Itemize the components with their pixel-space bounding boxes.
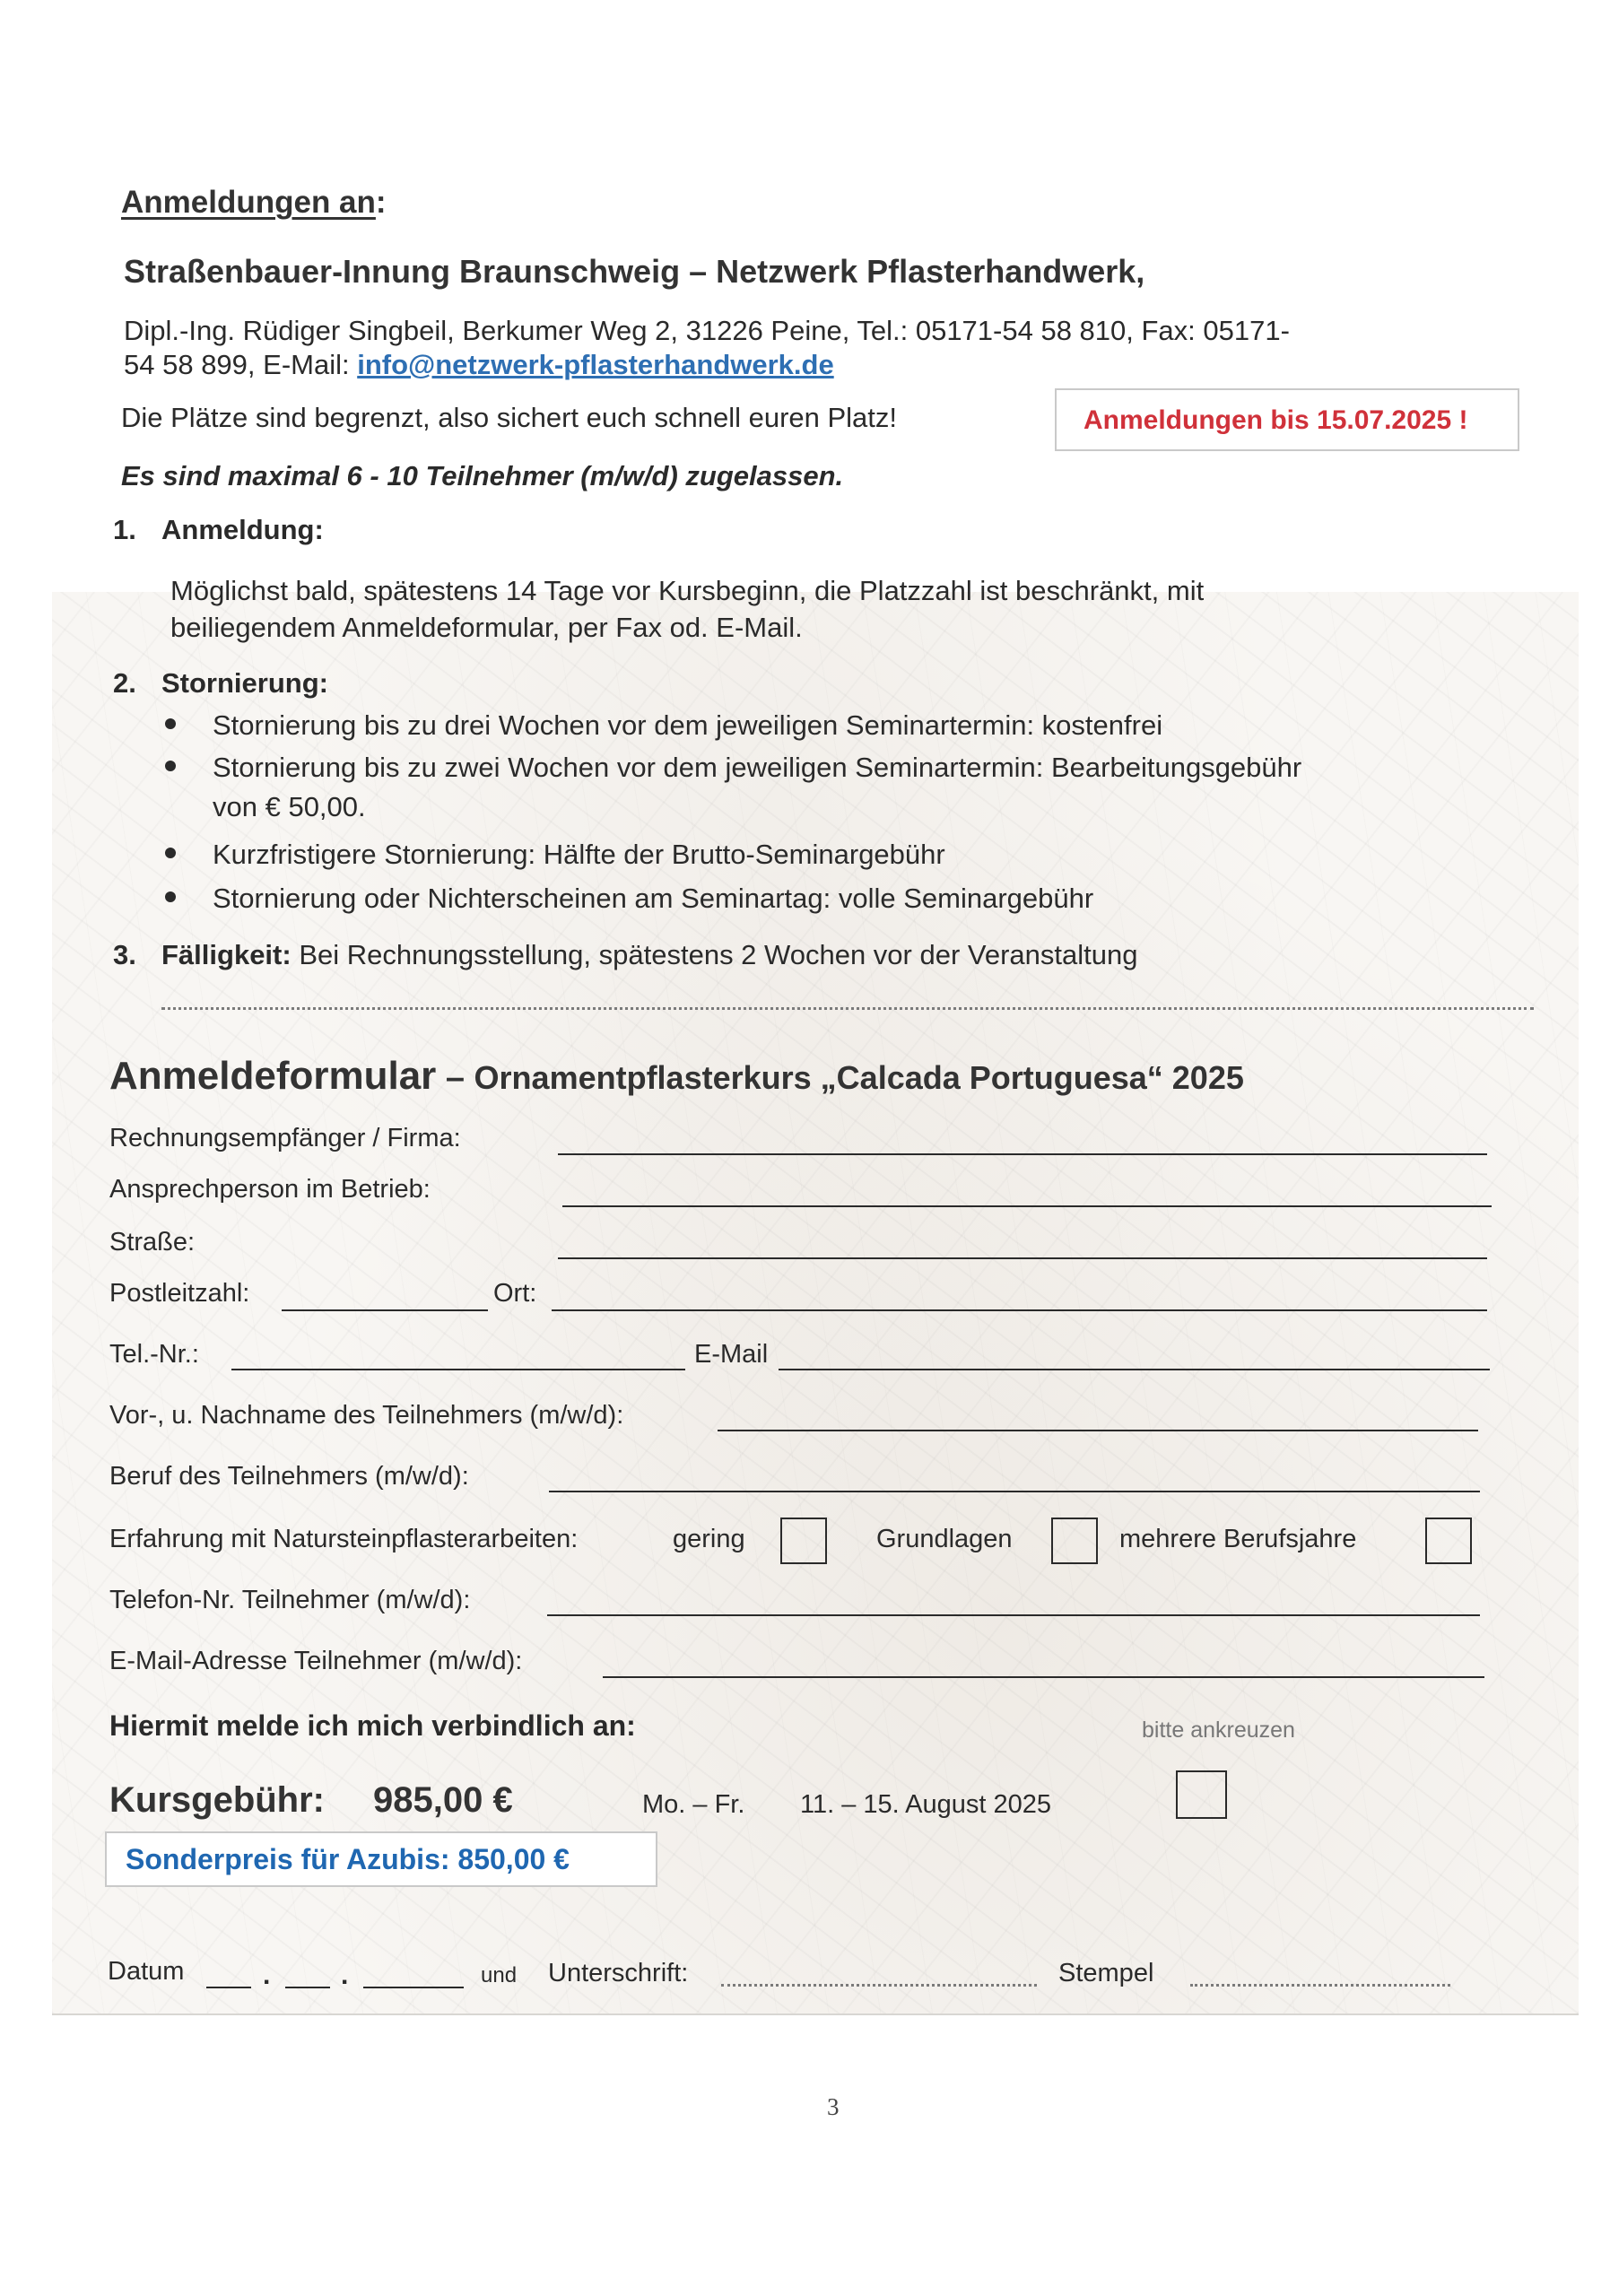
street-field[interactable] bbox=[558, 1257, 1487, 1259]
stamp-label: Stempel bbox=[1058, 1959, 1154, 1987]
participant-phone-label: Telefon-Nr. Teilnehmer (m/w/d): bbox=[109, 1586, 471, 1614]
section-2-number: 2. bbox=[113, 667, 136, 699]
email-link[interactable]: info@netzwerk-pflasterhandwerk.de bbox=[357, 349, 834, 380]
organization-name: Straßenbauer-Innung Braunschweig – Netzwerk Pflasterhandwerk, bbox=[124, 253, 1145, 290]
cancellation-item-1: Stornierung bis zu drei Wochen vor dem jeweiligen Seminartermin: kostenfrei bbox=[213, 709, 1163, 741]
city-label: Ort: bbox=[493, 1279, 537, 1308]
section-1-number: 1. bbox=[113, 514, 136, 545]
experience-basic-checkbox[interactable] bbox=[1051, 1518, 1098, 1564]
occupation-field[interactable] bbox=[549, 1491, 1480, 1492]
tel-label: Tel.-Nr.: bbox=[109, 1340, 199, 1369]
apprentice-price: Sonderpreis für Azubis: 850,00 € bbox=[126, 1843, 570, 1875]
date-separator: . bbox=[263, 1961, 271, 1990]
street-label: Straße: bbox=[109, 1228, 196, 1257]
separator-dotted bbox=[161, 1007, 1534, 1010]
section-2-title: Stornierung: bbox=[161, 667, 328, 699]
zip-field[interactable] bbox=[282, 1309, 488, 1311]
zip-label: Postleitzahl: bbox=[109, 1279, 250, 1308]
experience-label: Erfahrung mit Natursteinpflasterarbeiten: bbox=[109, 1525, 579, 1553]
email-label: E-Mail bbox=[694, 1340, 769, 1369]
contact-line-1: Dipl.-Ing. Rüdiger Singbeil, Berkumer Weg 2, 31226 Peine, Tel.: 05171-54 58 810, Fax: 05171- bbox=[124, 315, 1290, 346]
section-3-text: Bei Rechnungsstellung, spätestens 2 Wochen vor der Veranstaltung bbox=[291, 939, 1138, 970]
recipient-field[interactable] bbox=[558, 1153, 1487, 1155]
form-title-dash: – bbox=[436, 1059, 474, 1097]
city-field[interactable] bbox=[552, 1309, 1487, 1311]
participant-name-field[interactable] bbox=[718, 1430, 1478, 1431]
bullet-icon bbox=[165, 718, 176, 729]
deadline-text: Anmeldungen bis 15.07.2025 ! bbox=[1083, 405, 1468, 435]
course-days: Mo. – Fr. bbox=[642, 1790, 745, 1819]
contact-person-field[interactable] bbox=[562, 1205, 1492, 1207]
max-participants: Es sind maximal 6 - 10 Teilnehmer (m/w/d) zugelassen. bbox=[121, 460, 844, 491]
contact-line-2 bbox=[124, 349, 834, 381]
participant-email-label: E-Mail-Adresse Teilnehmer (m/w/d): bbox=[109, 1647, 523, 1675]
cancellation-item-2-cont: von € 50,00. bbox=[213, 791, 366, 822]
section-1-title: Anmeldung: bbox=[161, 514, 324, 545]
date-day-field[interactable] bbox=[206, 1987, 251, 1988]
cancellation-item-3: Kurzfristigere Stornierung: Hälfte der Brutto-Seminargebühr bbox=[213, 839, 945, 870]
binding-registration: Hiermit melde ich mich verbindlich an: bbox=[109, 1709, 636, 1742]
and-label: und bbox=[481, 1963, 518, 1987]
contact-prefix: 54 58 899, E-Mail: bbox=[124, 349, 358, 380]
course-fee-label: Kursgebühr: bbox=[109, 1780, 325, 1820]
heading-colon: : bbox=[375, 185, 387, 220]
recipient-label: Rechnungsempfänger / Firma: bbox=[109, 1124, 461, 1152]
form-title-main: Anmeldeformular bbox=[109, 1054, 437, 1098]
section-1-text-2: beiliegendem Anmeldeformular, per Fax od. E-Mail. bbox=[170, 612, 803, 643]
occupation-label: Beruf des Teilnehmers (m/w/d): bbox=[109, 1462, 469, 1491]
experience-basic-label: Grundlagen bbox=[876, 1525, 1013, 1553]
date-month-field[interactable] bbox=[285, 1987, 330, 1988]
page-number: 3 bbox=[827, 2093, 840, 2120]
course-name: Ornamentpflasterkurs „Calcada Portuguesa“ 2025 bbox=[474, 1059, 1244, 1096]
participant-phone-field[interactable] bbox=[547, 1614, 1480, 1616]
section-3-number: 3. bbox=[113, 939, 136, 970]
places-note: Die Plätze sind begrenzt, also sichert euch schnell euren Platz! bbox=[121, 402, 898, 433]
bullet-icon bbox=[165, 848, 176, 858]
tel-field[interactable] bbox=[231, 1369, 685, 1370]
experience-low-label: gering bbox=[673, 1525, 745, 1553]
section-3-title: Fälligkeit: bbox=[161, 939, 292, 970]
section-3 bbox=[161, 939, 1138, 971]
signature-label: Unterschrift: bbox=[548, 1959, 689, 1987]
date-separator: . bbox=[341, 1961, 349, 1990]
date-year-field[interactable] bbox=[363, 1987, 464, 1988]
experience-years-label: mehrere Berufsjahre bbox=[1119, 1525, 1357, 1553]
cancellation-item-4: Stornierung oder Nichterscheinen am Seminartag: volle Seminargebühr bbox=[213, 883, 1094, 914]
email-field[interactable] bbox=[779, 1369, 1490, 1370]
contact-person-label: Ansprechperson im Betrieb: bbox=[109, 1175, 431, 1204]
bullet-icon bbox=[165, 891, 176, 902]
form-title bbox=[109, 1054, 1244, 1099]
stamp-field[interactable] bbox=[1190, 1984, 1450, 1987]
participant-name-label: Vor-, u. Nachname des Teilnehmers (m/w/d): bbox=[109, 1401, 624, 1430]
registration-checkbox[interactable] bbox=[1176, 1770, 1227, 1819]
experience-years-checkbox[interactable] bbox=[1425, 1518, 1472, 1564]
section-1-text-1: Möglichst bald, spätestens 14 Tage vor Kursbeginn, die Platzzahl ist beschränkt, mit bbox=[170, 575, 1205, 606]
bullet-icon bbox=[165, 761, 176, 771]
date-label: Datum bbox=[108, 1957, 185, 1986]
heading bbox=[121, 185, 387, 221]
course-dates: 11. – 15. August 2025 bbox=[800, 1790, 1052, 1819]
heading-text: Anmeldungen an bbox=[121, 185, 376, 220]
tick-hint: bitte ankreuzen bbox=[1142, 1718, 1295, 1743]
cancellation-item-2: Stornierung bis zu zwei Wochen vor dem jeweiligen Seminartermin: Bearbeitungsgebühr bbox=[213, 752, 1302, 783]
experience-low-checkbox[interactable] bbox=[780, 1518, 827, 1564]
course-fee-value: 985,00 € bbox=[373, 1780, 513, 1820]
signature-field[interactable] bbox=[721, 1984, 1037, 1987]
participant-email-field[interactable] bbox=[603, 1676, 1484, 1678]
